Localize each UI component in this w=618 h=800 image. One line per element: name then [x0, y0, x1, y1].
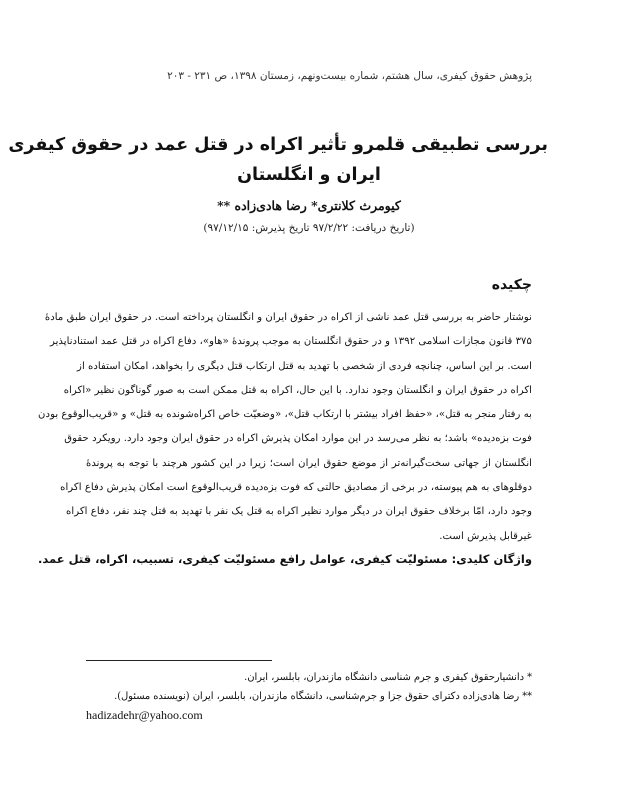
keywords: واژگان کلیدی: مسئولیّت کیفری، عوامل رافع مسئولیّت کیفری، تسبیب، اکراه، قتل عمد. — [38, 552, 532, 566]
footnote-divider — [86, 660, 272, 661]
footnote-1: * دانشیارحقوق کیفری و جرم شناسی دانشگاه مازندران، بابلسر، ایران. — [244, 672, 532, 683]
authors: کیومرث کلانتری* رضا هادی‌زاده ** — [217, 198, 401, 213]
title-line-2: ایران و انگلستان — [237, 165, 381, 185]
running-head: پژوهش حقوق کیفری، سال هشتم، شماره بیست‌ونهم، زمستان ۱۳۹۸، ص ۲۳۱ - ۲۰۳ — [167, 70, 532, 82]
abstract-line: غیرقابل پذیرش است. — [439, 530, 532, 542]
abstract-heading: چکیده — [491, 277, 532, 293]
abstract-line: وجود دارد، امّا برخلاف حقوق ایران در دیگر موارد نظیر اکراه به قتل یک نفر با تهدید به قتل چند نفر، دفاع اکراه — [66, 506, 532, 518]
abstract-line: است. بر این اساس، چنانچه فردی از شخصی با تهدید به قتل ارتکاب قتل دیگری را بخواهد، امکان استفاده از — [77, 360, 532, 372]
received-accepted-dates: (تاریخ دریافت: ۹۷/۲/۲۲ تاریخ پذیرش: ۹۷/۱۲/۱۵) — [203, 222, 415, 234]
abstract-body — [38, 306, 532, 549]
abstract-line: دوقلوهای به هم پیوسته، در برخی از مصادیق حالتی که فوت بزه‌دیده قریب‌الوقوع است امکان پذیرش دفاع اکراه — [60, 482, 532, 494]
title-line-1: بررسی تطبیقی قلمرو تأثیر اکراه در قتل عمد در حقوق کیفری — [8, 135, 548, 155]
abstract-line: ۳۷۵ قانون مجازات اسلامی ۱۳۹۲ و در حقوق انگلستان به موجب پروندۀ «هاو»، دفاع اکراه در قتل عمد استنادناپذیر — [49, 336, 532, 348]
abstract-line: اکراه در حقوق ایران و انگلستان وجود ندارد. با این حال، اکراه به قتل ممکن است به صور گوناگون نظیر «اکراه — [63, 384, 532, 396]
footnote-2: ** رضا هادی‌زاده دکترای حقوق جزا و جرم‌شناسی، دانشگاه مازندران، بابلسر، ایران (نویسنده مسئول). — [114, 691, 532, 702]
abstract-line: به رفتار منجر به قتل»، «حفظ افراد بیشتر با ارتکاب قتل»، «وضعیّت خاص اکراه‌شونده به قتل» و «قریب‌الوقوع بودن — [38, 409, 532, 421]
author-email: hadizadehr@yahoo.com — [86, 708, 203, 722]
paper-title — [8, 130, 548, 190]
abstract-line: نوشتار حاضر به بررسی قتل عمد ناشی از اکراه در حقوق ایران و انگلستان پرداخته است. در حقوق ایران طبق مادۀ — [44, 312, 532, 323]
abstract-line: انگلستان از جهاتی سخت‌گیرانه‌تر از موضع حقوق ایران است؛ زیرا در این کشور هرچند با توجه به پروندۀ — [86, 457, 532, 469]
abstract-line: فوت بزه‌دیده» باشد؛ به نظر می‌رسد در این موارد امکان پذیرش اکراه در حقوق ایران وجود دارد. رویکرد حقوق — [64, 433, 532, 445]
